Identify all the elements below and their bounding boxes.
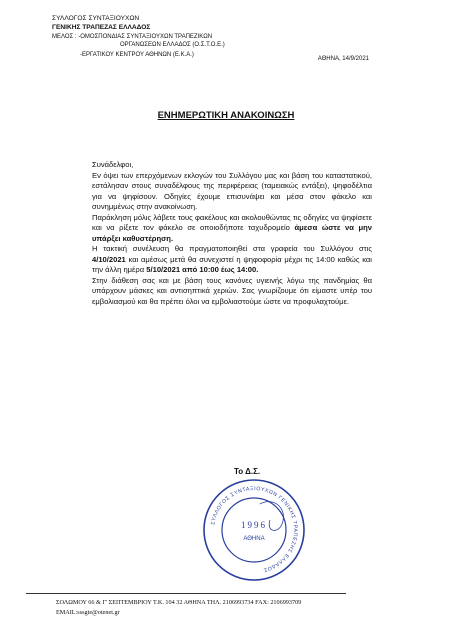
announcement-body	[92, 160, 372, 307]
document-title-text: ΕΝΗΜΕΡΩΤΙΚΗ ΑΝΑΚΟΙΝΩΣΗ	[157, 110, 295, 121]
assembly-date: 4/10/2021	[92, 254, 126, 264]
footer-address: ΣΟΛΩΜΟΥ 66 & Γ' ΣΕΠΤΕΜΒΡΙΟΥ Τ.Κ. 104 32 ΑΘΗΝΑ ΤΗΛ. 2106993734 FAX: 2106993709	[56, 599, 302, 606]
letterhead-membership-2: ΟΡΓΑΝΩΣΕΩΝ ΕΛΛΑΔΟΣ (Ο.Σ.Τ.Ο.Ε.)	[120, 42, 225, 48]
document-date: ΑΘΗΝΑ, 14/9/2021	[317, 56, 369, 62]
footer-email: EMAIL:sssgte@otenet.gr	[56, 609, 120, 616]
voting-date: 5/10/2021 από 10:00 έως 14:00.	[146, 265, 259, 274]
stamp-city: ΑΘΗΝΑ	[243, 536, 265, 542]
footer-divider	[26, 593, 346, 594]
association-stamp	[200, 476, 308, 584]
letterhead-subtitle: ΓΕΝΙΚΗΣ ΤΡΑΠΕΖΑΣ ΕΛΛΑΔΟΣ	[52, 24, 151, 31]
paragraph-instructions	[92, 213, 372, 245]
signature-label: Το Δ.Σ.	[234, 467, 261, 476]
letterhead-organization: ΣΥΛΛΟΓΟΣ ΣΥΝΤΑΞΙΟΥΧΩΝ	[52, 15, 140, 22]
document-title	[0, 110, 452, 121]
paragraph-assembly-text-a: Η τακτική συνέλευση θα πραγματοποιηθεί στα γραφεία του Συλλόγου στις	[92, 244, 372, 253]
paragraph-instructions-text: Παράκληση μόλις λάβετε τους φακέλους και ακολουθώντας τις οδηγίες να ψηφίσετε και να ρίξετε τον φάκελο σε οποιοδήποτε ταχυδρομείο	[92, 212, 372, 232]
letterhead-membership-3: -ΕΡΓΑΤΙΚΟΥ ΚΕΝΤΡΟΥ ΑΘΗΝΩΝ (Ε.Κ.Α.)	[80, 52, 194, 58]
footer-contact	[56, 598, 301, 618]
paragraph-assembly-text-b: και αμέσως μετά θα συνεχιστεί η ψηφοφορία μέχρι τις 14:00 καθώς και την άλλη ημέρα	[92, 254, 372, 274]
greeting: Συνάδελφοι,	[92, 160, 134, 169]
stamp-outer-ring	[204, 480, 304, 580]
stamp-ring-text: ΣΥΛΛΟΓΟΣ ΣΥΝΤΑΞΙΟΥΧΩΝ ΓΕΝΙΚΗΣ ΤΡΑΠΕΖΗΣ ΕΛΛΑΔΟΣ	[210, 485, 299, 573]
stamp-year: 1996	[241, 520, 267, 530]
paragraph-assembly	[92, 244, 372, 276]
paragraph-instructions-emphasis: άμεσα ώστε να μην υπάρξει καθυστέρηση.	[92, 223, 372, 243]
paragraph-hygiene: Στην διάθεση σας και με βάση τους κανόνες υγιεινής λόγω της πανδημίας θα υπάρχουν μάσκες και αντισηπτικά χεριών. Σας γνωρίζουμε ότι είμαστε υπέρ του εμβολιασμού και θα πρέπει όλοι να εμβολιαστούμε ώστε να προφυλαχτούμε.	[92, 275, 372, 306]
letterhead-membership-1: ΜΕΛΟΣ : -ΟΜΟΣΠΟΝΔΙΑΣ ΣΥΝΤΑΞΙΟΥΧΩΝ ΤΡΑΠΕΖΙΚΩΝ	[52, 34, 213, 40]
paragraph-elections: Εν όψει των επερχόμενων εκλογών του Συλλόγου μας και βάση του καταστατικού, εστάλησαν στους συναδέλφους της περιφέρειας (ταμειακώς εντάξει), ψηφοδέλτια για να ψηφίσουν. Οδηγίες έχουμε επισυνάψει και μέσα στον φάκελο και συνημμένως στην ανακοίνωση.	[92, 170, 372, 211]
